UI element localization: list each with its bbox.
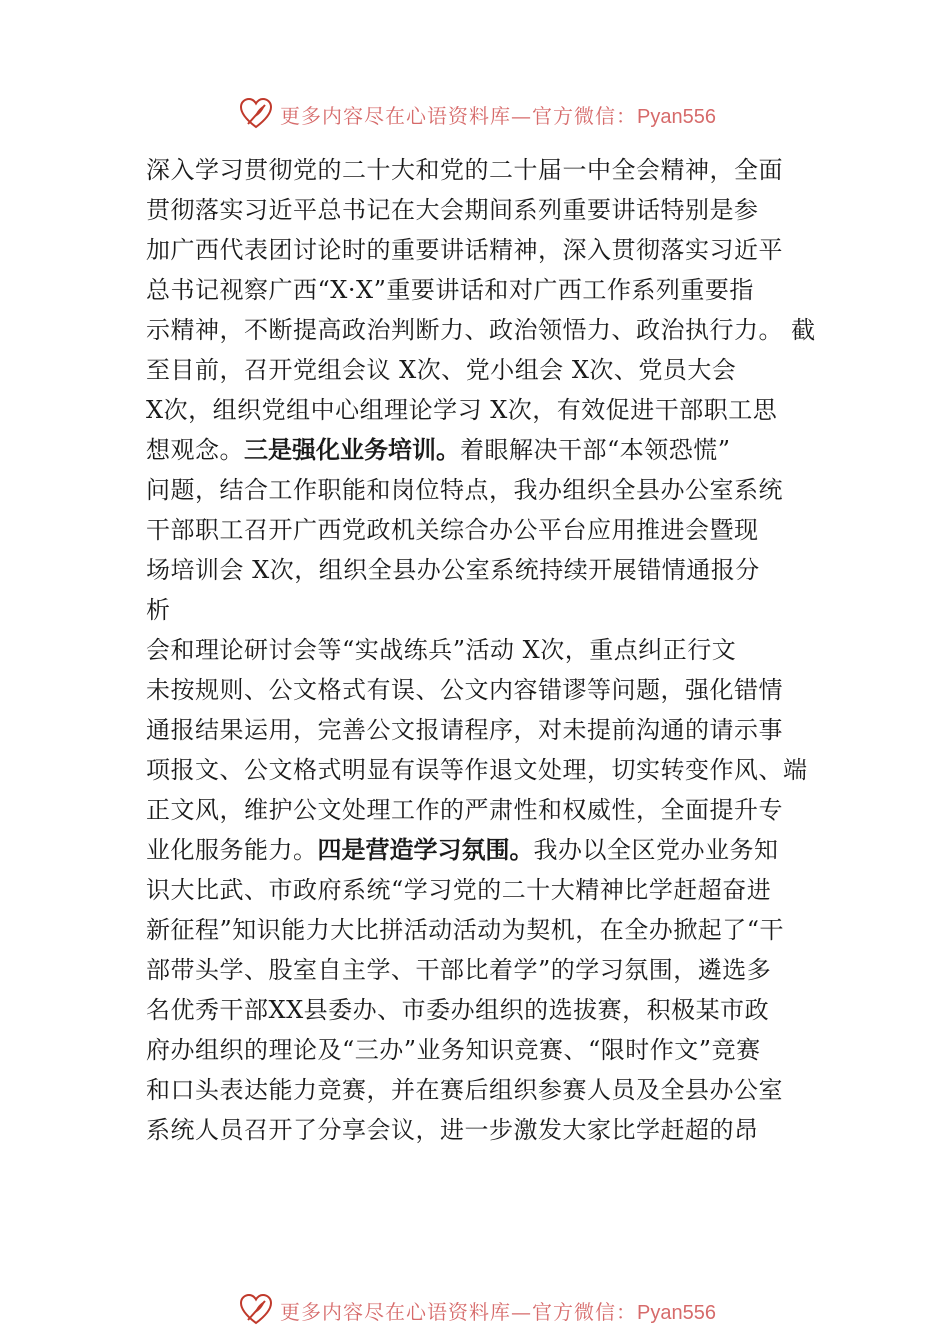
text-line — [146, 1070, 836, 1110]
text-segment: 部带头学、股室自主学、干部比着学”的学习氛围，遴选多 — [146, 956, 772, 984]
text-line — [146, 590, 836, 630]
text-line — [146, 1030, 836, 1070]
text-segment: 识大比武、市政府系统“学习党的二十大精神比学赶超奋进 — [146, 876, 772, 904]
section-heading: 四是营造学习氛围。 — [317, 836, 534, 864]
text-line — [146, 550, 836, 590]
footer-watermark — [238, 1290, 758, 1330]
text-line — [146, 790, 836, 830]
text-segment: 名优秀干部XX县委办、市委办组织的选拔赛，积极某市政 — [146, 996, 770, 1024]
text-segment: 通报结果运用，完善公文报请程序，对未提前沟通的请示事 — [146, 716, 783, 744]
text-segment: 着眼解决干部“本领恐慌” — [460, 436, 731, 464]
text-line — [146, 710, 836, 750]
text-segment: 贯彻落实习近平总书记在大会期间系列重要讲话特别是参 — [146, 196, 759, 224]
text-line — [146, 350, 836, 390]
heart-feather-logo-icon — [238, 1292, 274, 1328]
text-segment: 场培训会 X次，组织全县办公室系统持续开展错情通报分 — [146, 556, 760, 584]
text-segment: X次，组织党组中心组理论学习 X次，有效促进干部职工思 — [146, 396, 778, 424]
watermark-text: 更多内容尽在心语资料库—官方微信：Pyan556 — [280, 103, 716, 128]
text-segment: 总书记视察广西“X·X”重要讲话和对广西工作系列重要指 — [146, 276, 754, 304]
text-segment: 深入学习贯彻党的二十大和党的二十届一中全会精神，全面 — [146, 156, 783, 184]
text-segment: 加广西代表团讨论时的重要讲话精神，深入贯彻落实习近平 — [146, 236, 783, 264]
text-line — [146, 990, 836, 1030]
text-line — [146, 430, 836, 470]
text-segment: 新征程”知识能力大比拼活动活动为契机，在全办掀起了“干 — [146, 916, 785, 944]
text-line — [146, 150, 836, 190]
watermark-text: 更多内容尽在心语资料库—官方微信：Pyan556 — [280, 1299, 716, 1324]
text-line — [146, 830, 836, 870]
text-line — [146, 470, 836, 510]
text-segment: 至目前，召开党组会议 X次、党小组会 X次、党员大会 — [146, 356, 737, 384]
text-segment: 系统人员召开了分享会议，进一步激发大家比学赶超的昂 — [146, 1116, 759, 1144]
text-line — [146, 950, 836, 990]
text-segment: 我办以全区党办业务知 — [533, 836, 779, 864]
text-segment: 示精神，不断提高政治判断力、政治领悟力、政治执行力。 截 — [146, 316, 816, 344]
text-segment: 未按规则、公文格式有误、公文内容错谬等问题，强化错情 — [146, 676, 783, 704]
text-segment: 干部职工召开广西党政机关综合办公平台应用推进会暨现 — [146, 516, 759, 544]
text-segment: 析 — [146, 596, 171, 624]
text-segment: 问题，结合工作职能和岗位特点，我办组织全县办公室系统 — [146, 476, 783, 504]
section-heading: 三是强化业务培训。 — [244, 436, 460, 464]
text-segment: 业化服务能力。 — [146, 836, 318, 864]
text-line — [146, 1110, 836, 1150]
text-line — [146, 230, 836, 270]
header-watermark — [238, 94, 758, 134]
text-line — [146, 390, 836, 430]
text-line — [146, 870, 836, 910]
text-line — [146, 270, 836, 310]
text-line — [146, 910, 836, 950]
text-line — [146, 190, 836, 230]
text-segment: 想观念。 — [146, 436, 244, 464]
text-line — [146, 630, 836, 670]
text-segment: 府办组织的理论及“三办”业务知识竞赛、“限时作文”竞赛 — [146, 1036, 761, 1064]
text-line — [146, 670, 836, 710]
text-line — [146, 750, 836, 790]
text-segment: 会和理论研讨会等“实战练兵”活动 X次，重点纠正行文 — [146, 636, 737, 664]
text-segment: 正文风，维护公文处理工作的严肃性和权威性，全面提升专 — [146, 796, 783, 824]
text-line — [146, 510, 836, 550]
text-line — [146, 310, 836, 350]
text-segment: 项报文、公文格式明显有误等作退文处理，切实转变作风、端 — [146, 756, 808, 784]
document-body — [146, 150, 836, 1150]
text-segment: 和口头表达能力竞赛，并在赛后组织参赛人员及全县办公室 — [146, 1076, 783, 1104]
heart-feather-logo-icon — [238, 96, 274, 132]
